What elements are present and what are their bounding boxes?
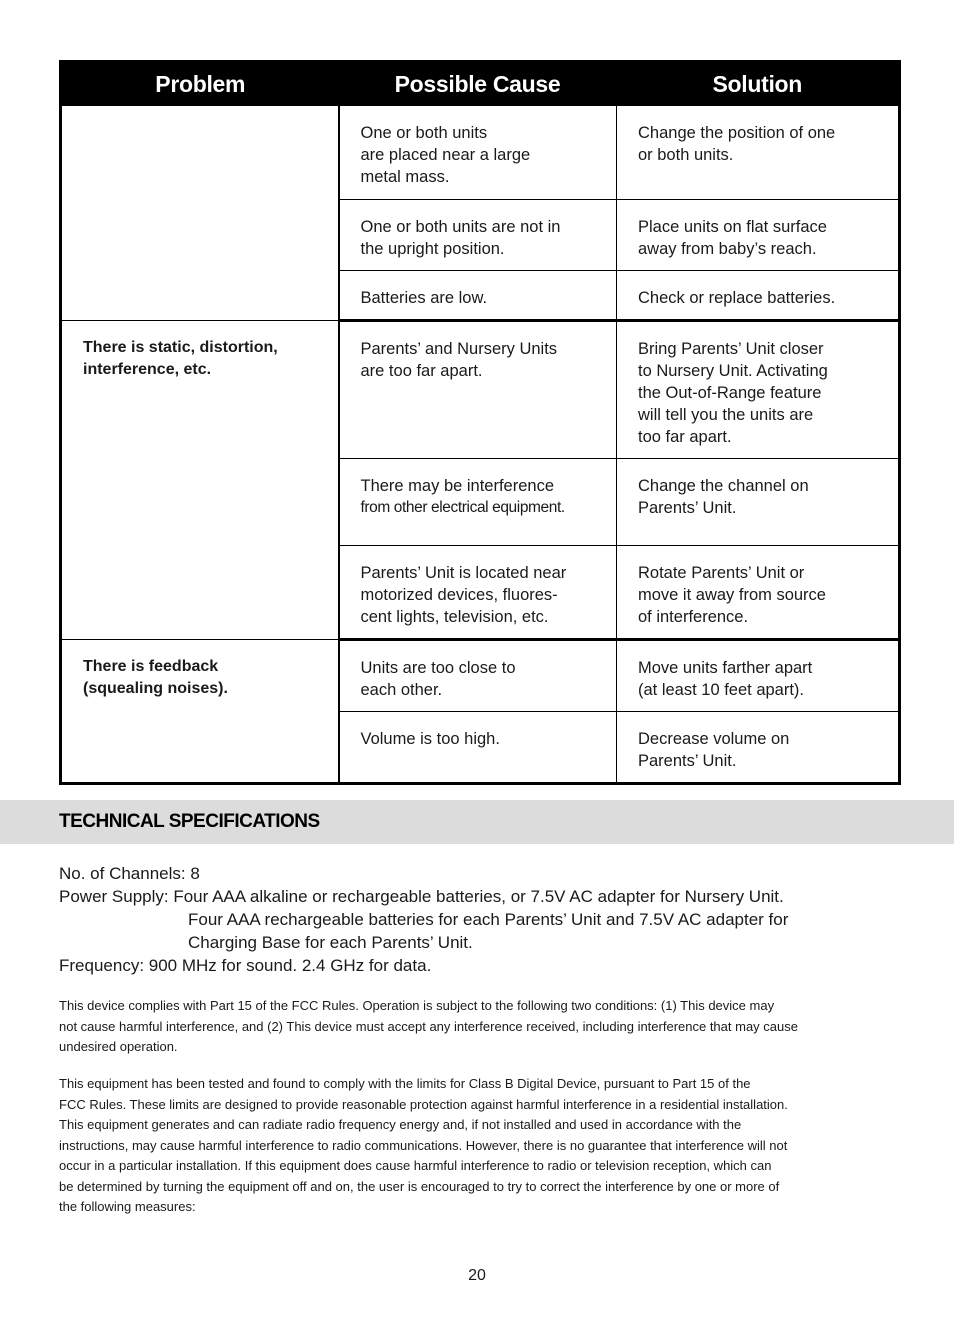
fcc-paragraph-2: This equipment has been tested and found to comply with the limits for Class B Digital Device, pursuant to Part 15 of the FCC Rules. These limits are designed to provide reasonable protection against harmful interference in a residential installation. This equipment generates and can radiate radio frequency energy and, if not installed and used in accordance with the instructions, may cause harmful interference to radio communications. However, there is no guarantee that interference will not occur in a particular installation. If this equipment does cause harmful interference to radio or television reception, which can be determined by turning the equipment off and on, the user is encouraged to try to correct the interference by one or more of the following measures: (59, 1076, 788, 1214)
solution-cell: Check or replace batteries. (617, 271, 900, 321)
solution-cell: Decrease volume on Parents’ Unit. (617, 712, 900, 784)
spec-frequency: Frequency: 900 MHz for sound. 2.4 GHz for data. (59, 956, 432, 975)
solution-cell: Rotate Parents’ Unit or move it away from source of interference. (617, 546, 900, 640)
problem-cell (61, 106, 339, 321)
solution-cell: Change the position of one or both units. (617, 106, 900, 200)
cause-cell: There may be interference from other electrical equipment. (339, 459, 617, 546)
header-problem: Problem (61, 62, 339, 106)
solution-cell: Change the channel on Parents’ Unit. (617, 459, 900, 546)
problem-cell: There is static, distortion, interference, etc. (61, 321, 339, 640)
table-row (61, 106, 900, 200)
table-row (61, 321, 900, 459)
spec-power-supply-cont: Charging Base for each Parents’ Unit. (188, 933, 473, 952)
solution-cell: Place units on flat surface away from baby’s reach. (617, 200, 900, 271)
cause-cell: One or both units are placed near a large metal mass. (339, 106, 617, 200)
spec-channels: No. of Channels: 8 (59, 864, 200, 883)
cause-cell: One or both units are not in the upright position. (339, 200, 617, 271)
section-title: TECHNICAL SPECIFICATIONS (59, 811, 320, 832)
cause-cell: Parents’ and Nursery Units are too far apart. (339, 321, 617, 459)
page-number: 20 (468, 1267, 486, 1284)
problem-cell: There is feedback (squealing noises). (61, 640, 339, 784)
cause-cell: Parents’ Unit is located near motorized devices, fluores- cent lights, television, etc. (339, 546, 617, 640)
spec-power-supply-cont: Four AAA rechargeable batteries for each Parents’ Unit and 7.5V AC adapter for (188, 910, 789, 929)
header-possible-cause: Possible Cause (339, 62, 617, 106)
solution-cell: Bring Parents’ Unit closer to Nursery Unit. Activating the Out-of-Range feature will tell you the units are too far apart. (617, 321, 900, 459)
table-header-row (61, 62, 900, 106)
specifications-list (59, 862, 899, 977)
cause-cell: Units are too close to each other. (339, 640, 617, 712)
solution-cell: Move units farther apart (at least 10 feet apart). (617, 640, 900, 712)
cause-cell: Batteries are low. (339, 271, 617, 321)
cause-cell: Volume is too high. (339, 712, 617, 784)
table-row (61, 640, 900, 712)
spec-power-supply: Power Supply: Four AAA alkaline or rechargeable batteries, or 7.5V AC adapter for Nursery Unit. (59, 887, 784, 906)
troubleshooting-table (59, 60, 901, 785)
fcc-paragraph-1: This device complies with Part 15 of the FCC Rules. Operation is subject to the following two conditions: (1) This device may not cause harmful interference, and (2) This device must accept any interference received, including interference that may cause undesired operation. (59, 998, 798, 1054)
header-solution: Solution (617, 62, 900, 106)
